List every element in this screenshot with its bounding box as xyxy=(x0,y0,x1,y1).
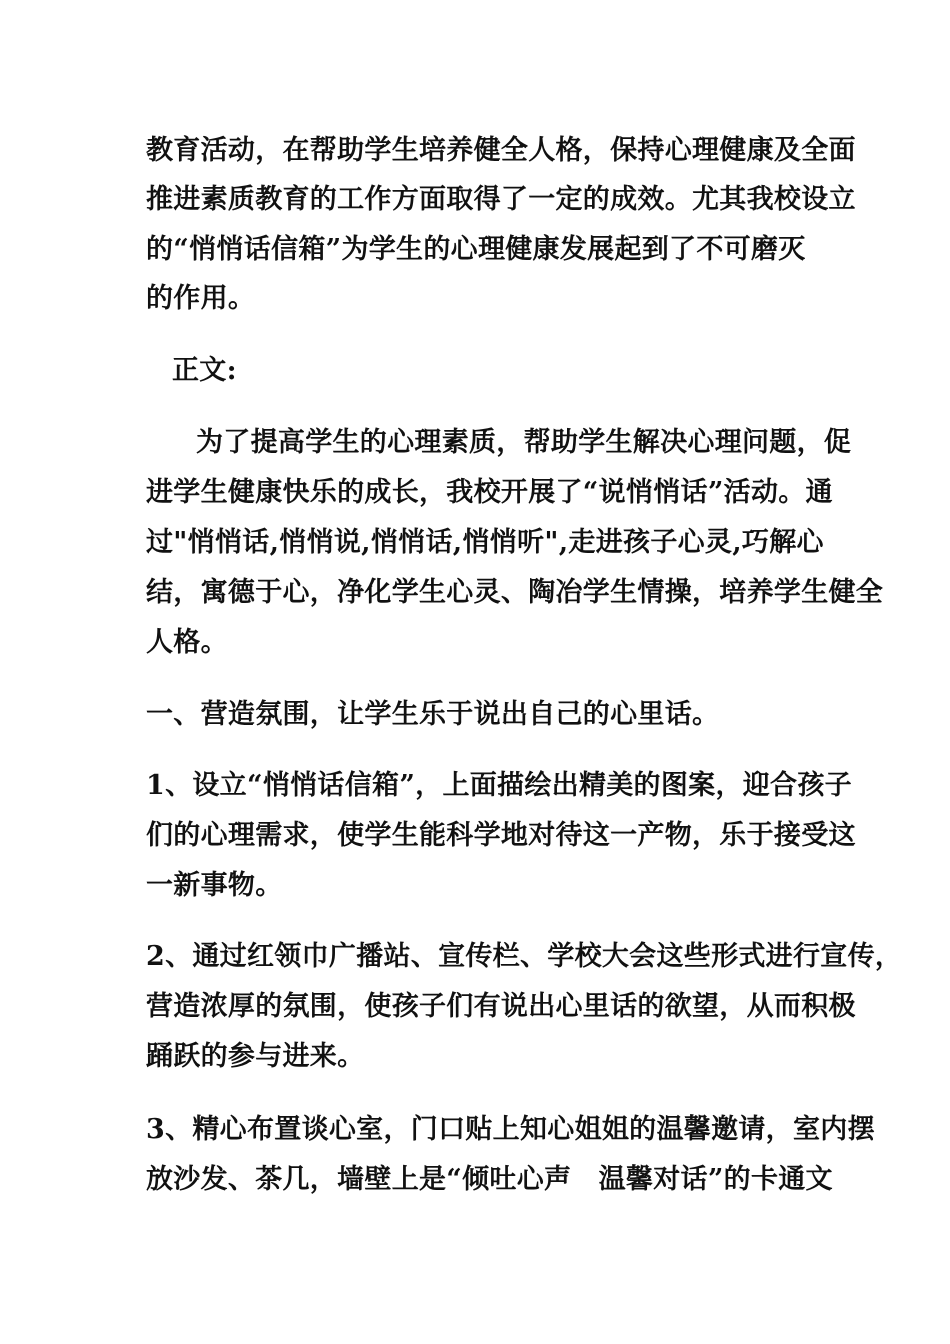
list-item-line: 踊跃的参与进来。 xyxy=(146,1041,365,1072)
list-item-line: 放沙发、茶几，墙壁上是“倾吐心声 温馨对话”的卡通文 xyxy=(146,1164,833,1195)
section-heading: 一、营造氛围，让学生乐于说出自己的心里话。 xyxy=(146,699,720,730)
section-heading: 正文: xyxy=(172,355,237,386)
text-line: 推进素质教育的工作方面取得了一定的成效。尤其我校设立 xyxy=(146,184,856,215)
text-line: 过"悄悄话,悄悄说,悄悄话,悄悄听",走进孩子心灵,巧解心 xyxy=(146,527,824,558)
text-line: 的作用。 xyxy=(146,283,256,314)
text-line: 结，寓德于心，净化学生心灵、陶冶学生情操，培养学生健全 xyxy=(146,577,884,608)
list-item-line: 1、设立“悄悄话信箱”，上面描绘出精美的图案，迎合孩子 xyxy=(146,770,852,801)
text-line: 的“悄悄话信箱”为学生的心理健康发展起到了不可磨灭 xyxy=(146,234,806,265)
text-line: 进学生健康快乐的成长，我校开展了“说悄悄话”活动。通 xyxy=(146,477,833,508)
text-line: 教育活动，在帮助学生培养健全人格，保持心理健康及全面 xyxy=(146,135,856,166)
text-line: 为了提高学生的心理素质，帮助学生解决心理问题，促 xyxy=(196,427,852,458)
list-item-line: 2、通过红领巾广播站、宣传栏、学校大会这些形式进行宣传， xyxy=(146,941,903,972)
text-line: 人格。 xyxy=(146,627,228,658)
list-item-line: 一新事物。 xyxy=(146,870,283,901)
list-item-line: 3、精心布置谈心室，门口贴上知心姐姐的温馨邀请，室内摆 xyxy=(146,1114,875,1145)
list-item-line: 们的心理需求，使学生能科学地对待这一产物，乐于接受这 xyxy=(146,820,856,851)
list-item-line: 营造浓厚的氛围，使孩子们有说出心里话的欲望，从而积极 xyxy=(146,991,856,1022)
